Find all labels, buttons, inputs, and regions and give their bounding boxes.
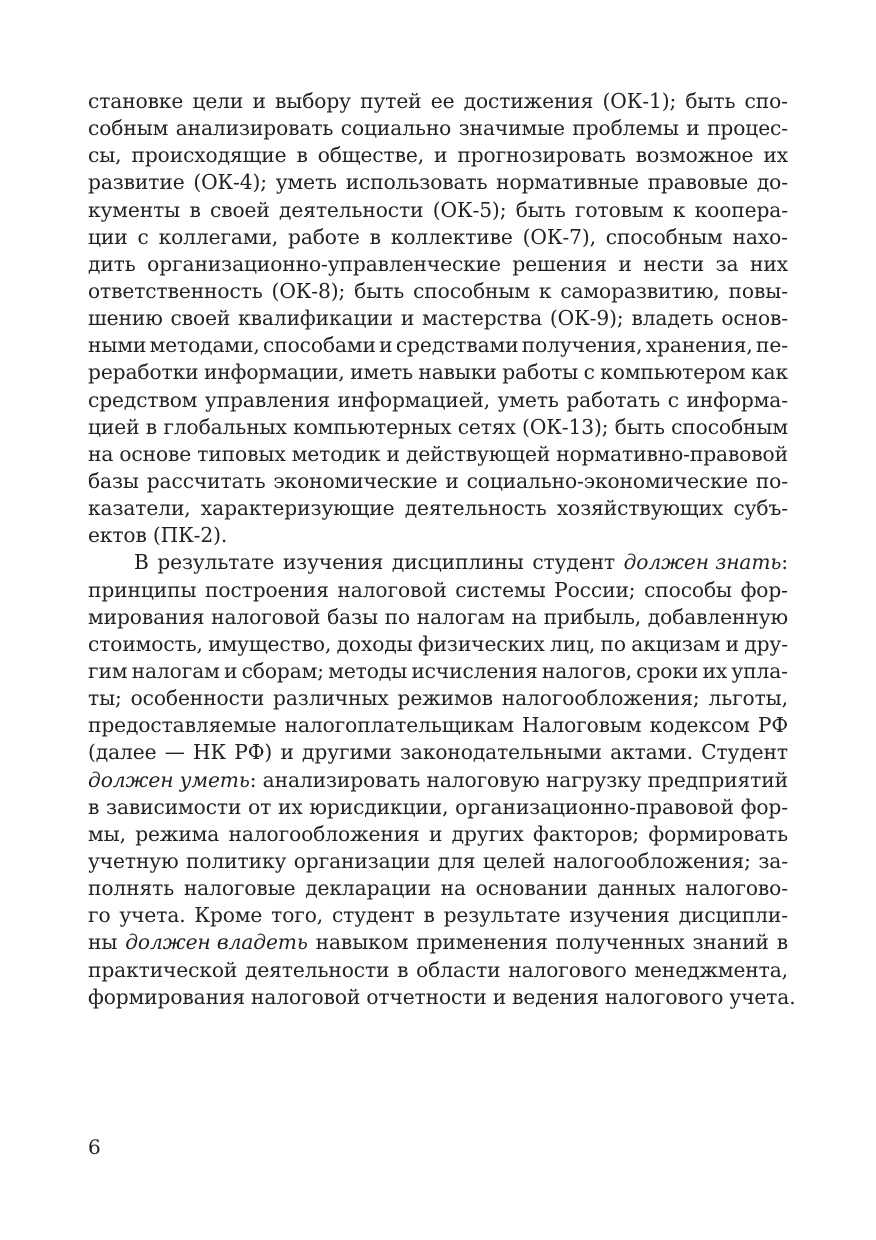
word: построения <box>205 577 329 602</box>
word: Налоговым <box>521 713 642 738</box>
word: организационно-правовой <box>455 794 734 819</box>
word: и <box>434 143 448 168</box>
word: и <box>379 333 393 358</box>
word: цией <box>88 414 140 439</box>
word: дисципли- <box>678 903 788 928</box>
word: квалификации <box>238 306 394 331</box>
word: ведения <box>512 984 599 1009</box>
word: налогообложения; <box>553 848 751 873</box>
word: добавленную <box>647 604 788 629</box>
word: компьютером <box>600 360 746 385</box>
word: декларации <box>305 876 431 901</box>
word: и <box>428 821 443 846</box>
word: их <box>702 658 728 683</box>
word: базы <box>327 604 378 629</box>
word: быть <box>685 89 736 113</box>
text-line <box>88 739 788 766</box>
word: в <box>296 143 308 168</box>
word: полнять <box>88 876 175 901</box>
word: быть <box>354 278 405 303</box>
word: анализировать <box>262 767 421 792</box>
word: (ПК-2). <box>152 523 228 548</box>
word: деятельности <box>279 197 424 222</box>
word: Студент <box>701 740 788 765</box>
word: (ОК-9); <box>549 306 624 331</box>
word: и <box>252 89 266 113</box>
word: с <box>583 360 595 385</box>
word: владеть <box>631 306 714 331</box>
word: работать <box>566 387 661 412</box>
word: ектов <box>88 523 147 548</box>
word: дить <box>88 251 136 276</box>
word: различных <box>273 686 389 711</box>
word: правовые <box>647 170 749 195</box>
word: как <box>751 360 788 385</box>
word: акцизам <box>631 631 721 656</box>
word: работы <box>502 360 579 385</box>
word: изучения <box>282 550 384 575</box>
word: и <box>224 658 238 683</box>
word: деятельности <box>245 957 390 982</box>
word: компьютерных <box>293 414 452 439</box>
word: работе <box>288 224 360 249</box>
word: быть <box>614 414 665 439</box>
word: обществе, <box>317 143 425 168</box>
word: результате <box>443 903 561 928</box>
word: стоимость, <box>88 631 203 656</box>
text-line <box>88 197 788 224</box>
word: предприятий <box>647 767 788 792</box>
word: иметь <box>350 360 413 385</box>
word: основ- <box>721 306 788 331</box>
word: (ОК-7), <box>522 224 596 249</box>
word: гим <box>88 658 128 683</box>
emphasis-word: должен уметь: <box>88 767 257 792</box>
word: для <box>437 848 476 873</box>
word: до- <box>756 170 788 195</box>
word: кодексом <box>649 713 750 738</box>
text-line <box>88 794 788 821</box>
word: на <box>88 441 114 466</box>
word: повы- <box>728 278 788 303</box>
word: их <box>763 143 788 168</box>
word: налогообложения; <box>501 686 700 711</box>
word: мирования <box>88 604 205 629</box>
text-line <box>88 88 788 115</box>
word: учета. <box>119 903 186 928</box>
word: способами <box>263 333 376 358</box>
word: нормативно-правовой <box>556 441 788 466</box>
word: ции <box>88 224 128 249</box>
word: (ОК-5); <box>432 197 507 222</box>
word: области <box>416 957 501 982</box>
word: студент <box>331 903 415 928</box>
word: способным <box>605 224 723 249</box>
word: нормативные <box>496 170 639 195</box>
word: управления <box>204 387 330 412</box>
word: режимов <box>397 686 493 711</box>
word: зависимости <box>106 794 242 819</box>
word: на <box>440 876 466 901</box>
word: и <box>386 441 400 466</box>
word: к <box>672 197 686 222</box>
word: коллегами, <box>158 224 279 249</box>
text-line <box>88 332 788 359</box>
text-line <box>88 169 788 196</box>
word: на <box>511 604 537 629</box>
text-line <box>88 251 788 278</box>
word: предоставляемые <box>88 713 277 738</box>
word: своей <box>210 197 270 222</box>
word: РФ) <box>234 740 273 765</box>
text-line <box>88 929 788 956</box>
word: организационно-управленческие <box>147 251 501 276</box>
word: уметь <box>497 387 559 412</box>
text-line <box>88 468 788 495</box>
word: процес- <box>707 116 788 141</box>
word: практической <box>88 957 238 982</box>
word: налоговой <box>211 604 321 629</box>
word: учетную <box>88 848 179 873</box>
word: отчетности <box>366 984 487 1009</box>
word: (далее <box>88 740 157 765</box>
word: основе <box>119 441 192 466</box>
text-line <box>88 142 788 169</box>
word: В <box>134 550 149 575</box>
word: в <box>189 197 201 222</box>
word: рассчитать <box>146 468 266 493</box>
word: методик <box>291 441 381 466</box>
word: готовым <box>575 197 664 222</box>
word: налоговую <box>426 767 540 792</box>
page-number: 6 <box>88 1135 101 1159</box>
word: ны <box>88 930 118 955</box>
word: средствами <box>395 333 519 358</box>
paragraph <box>88 88 788 549</box>
word: формирования <box>88 984 245 1009</box>
word: способным <box>413 278 530 303</box>
word: учета. <box>729 984 796 1009</box>
word: коллективе <box>390 224 513 249</box>
word: лиц, <box>549 631 596 656</box>
word: нагрузку <box>545 767 642 792</box>
word: своей <box>170 306 231 331</box>
word: РФ <box>757 713 788 738</box>
word: собным <box>88 116 169 141</box>
text-line <box>88 549 788 576</box>
word: исчисления <box>411 658 538 683</box>
word: информа- <box>686 387 788 412</box>
word: ее <box>430 89 455 113</box>
word: физических <box>417 631 545 656</box>
text-line <box>88 631 788 658</box>
word: средством <box>88 387 198 412</box>
word: применения <box>416 930 548 955</box>
word: нести <box>643 251 705 276</box>
word: го <box>88 903 111 928</box>
word: других <box>451 821 524 846</box>
word: упла- <box>731 658 788 683</box>
word: социально-экономические <box>466 468 748 493</box>
word: ными <box>88 333 147 358</box>
body-text <box>88 88 796 1011</box>
word: особенности <box>130 686 265 711</box>
word: политику <box>186 848 287 873</box>
word: способным <box>671 414 788 439</box>
word: налогообложения <box>228 821 420 846</box>
word: решения <box>512 251 607 276</box>
word: коопера- <box>694 197 788 222</box>
text-line <box>88 224 788 251</box>
word: организации <box>293 848 431 873</box>
word: за <box>715 251 739 276</box>
text-line <box>88 387 788 414</box>
word: реработки <box>88 360 199 385</box>
text-line <box>88 821 788 848</box>
word: кументы <box>88 197 181 222</box>
word: и <box>618 251 632 276</box>
word: значимые <box>458 116 565 141</box>
word: сетях <box>457 414 516 439</box>
word: цели <box>192 89 244 113</box>
text-line <box>88 767 788 794</box>
word: (ОК-1); <box>602 89 677 113</box>
word: формировать <box>648 821 788 846</box>
text-line <box>88 957 788 984</box>
word: полученных <box>555 930 685 955</box>
word: и <box>492 984 507 1009</box>
word: и <box>400 306 415 331</box>
word: к <box>538 278 552 303</box>
word: дисциплины <box>391 550 524 575</box>
word: целей <box>482 848 546 873</box>
word: фор- <box>740 577 788 602</box>
word: того, <box>271 903 324 928</box>
word: пе- <box>756 333 788 358</box>
word: фор- <box>740 794 788 819</box>
word: и <box>725 631 739 656</box>
word: законодательными <box>400 740 602 765</box>
word: в <box>369 224 381 249</box>
text-line <box>88 577 788 604</box>
word: развитие <box>88 170 185 195</box>
text-line <box>88 712 788 739</box>
word: актами. <box>610 740 693 765</box>
word: налогоплательщикам <box>284 713 514 738</box>
word: (ОК-13); <box>522 414 609 439</box>
word: спо- <box>744 89 788 113</box>
word: казатели, <box>88 496 191 521</box>
word: режима <box>135 821 220 846</box>
word: типовых <box>197 441 286 466</box>
word: методами, <box>149 333 260 358</box>
text-line <box>88 685 788 712</box>
word: быть <box>515 197 566 222</box>
word: навыком <box>315 930 409 955</box>
word: юрисдикции, <box>309 794 449 819</box>
text-line <box>88 441 788 468</box>
word: результате <box>157 550 275 575</box>
word: путей <box>360 89 422 113</box>
word: них <box>749 251 788 276</box>
word: в <box>776 930 788 955</box>
word: налогам <box>131 658 220 683</box>
word: базы <box>88 468 139 493</box>
text-line <box>88 658 788 685</box>
word: и <box>280 740 294 765</box>
word: хранения, <box>645 333 753 358</box>
word: анализировать <box>175 116 334 141</box>
word: характеризующие <box>200 496 395 521</box>
word: за- <box>758 848 788 873</box>
text-line <box>88 495 788 522</box>
word: действующей <box>405 441 551 466</box>
word: — <box>164 740 185 765</box>
word: социально <box>340 116 452 141</box>
word: принципы <box>88 577 197 602</box>
word: проблемы <box>572 116 679 141</box>
word: ты; <box>88 686 122 711</box>
word: хозяйствующих <box>556 496 724 521</box>
word: деятельность <box>404 496 547 521</box>
word: прибыль, <box>543 604 642 629</box>
word: мы, <box>88 821 126 846</box>
text-line <box>88 305 788 332</box>
text-line <box>88 115 788 142</box>
word: и <box>445 468 459 493</box>
word: по- <box>755 468 788 493</box>
word: менеджмента, <box>634 957 788 982</box>
word: методы <box>328 658 408 683</box>
word: налоговой <box>337 577 447 602</box>
word: налогового <box>604 984 724 1009</box>
word: налогам <box>416 604 505 629</box>
word: использовать <box>345 170 488 195</box>
word: факторов; <box>533 821 640 846</box>
word: знаний <box>692 930 769 955</box>
text-line <box>88 848 788 875</box>
emphasis-word: должен владеть <box>125 930 308 955</box>
word: налоговые <box>183 876 296 901</box>
word: льготы, <box>708 686 788 711</box>
word: саморазвитию, <box>560 278 720 303</box>
word: способы <box>644 577 733 602</box>
word: их <box>278 794 303 819</box>
word: нахо- <box>732 224 788 249</box>
text-line <box>88 984 796 1011</box>
text-line <box>88 875 788 902</box>
paragraph <box>88 549 796 1010</box>
word: НК <box>193 740 227 765</box>
word: возможное <box>635 143 754 168</box>
word: информации, <box>203 360 345 385</box>
word: данных <box>597 876 676 901</box>
word: налоговой <box>251 984 361 1009</box>
word: (ОК-4); <box>193 170 268 195</box>
word: выбору <box>274 89 351 113</box>
word: сроки <box>636 658 699 683</box>
word: прогнозировать <box>457 143 626 168</box>
word: экономические <box>273 468 438 493</box>
word: и <box>686 116 700 141</box>
word: шению <box>88 306 163 331</box>
word: изучения <box>569 903 670 928</box>
word: получения, <box>521 333 643 358</box>
word: имущество, <box>208 631 332 656</box>
text-line <box>88 414 788 441</box>
word: другими <box>302 740 392 765</box>
word: налогового <box>508 957 627 982</box>
word: мастерства <box>422 306 543 331</box>
word: студент <box>532 550 615 575</box>
word: дру- <box>744 631 788 656</box>
word: субъ- <box>733 496 788 521</box>
word: в <box>145 414 158 439</box>
word: налогов, <box>541 658 633 683</box>
word: достижения <box>463 89 594 113</box>
word: доходы <box>336 631 413 656</box>
word: навыки <box>418 360 497 385</box>
word: по <box>600 631 626 656</box>
word: по <box>384 604 411 629</box>
word: в <box>397 957 409 982</box>
word: Кроме <box>194 903 263 928</box>
word: от <box>248 794 272 819</box>
word: России; <box>554 577 636 602</box>
word: (ОК-8); <box>271 278 346 303</box>
text-line <box>88 902 788 929</box>
word: в <box>88 794 100 819</box>
word: сы, <box>88 143 122 168</box>
word: налогово- <box>685 876 788 901</box>
text-line <box>88 604 788 631</box>
text-line <box>88 522 788 549</box>
word: уметь <box>275 170 337 195</box>
word: ответственность <box>88 278 263 303</box>
emphasis-word: должен знать: <box>623 550 788 575</box>
word: глобальных <box>163 414 287 439</box>
word: сборам; <box>241 658 324 683</box>
text-line <box>88 359 788 386</box>
word: с <box>667 387 679 412</box>
word: происходящие <box>131 143 287 168</box>
word: в <box>423 903 435 928</box>
text-line <box>88 278 788 305</box>
word: информацией, <box>337 387 491 412</box>
word: системы <box>455 577 546 602</box>
word: с <box>137 224 149 249</box>
word: становке <box>88 89 184 113</box>
word: основании <box>475 876 588 901</box>
